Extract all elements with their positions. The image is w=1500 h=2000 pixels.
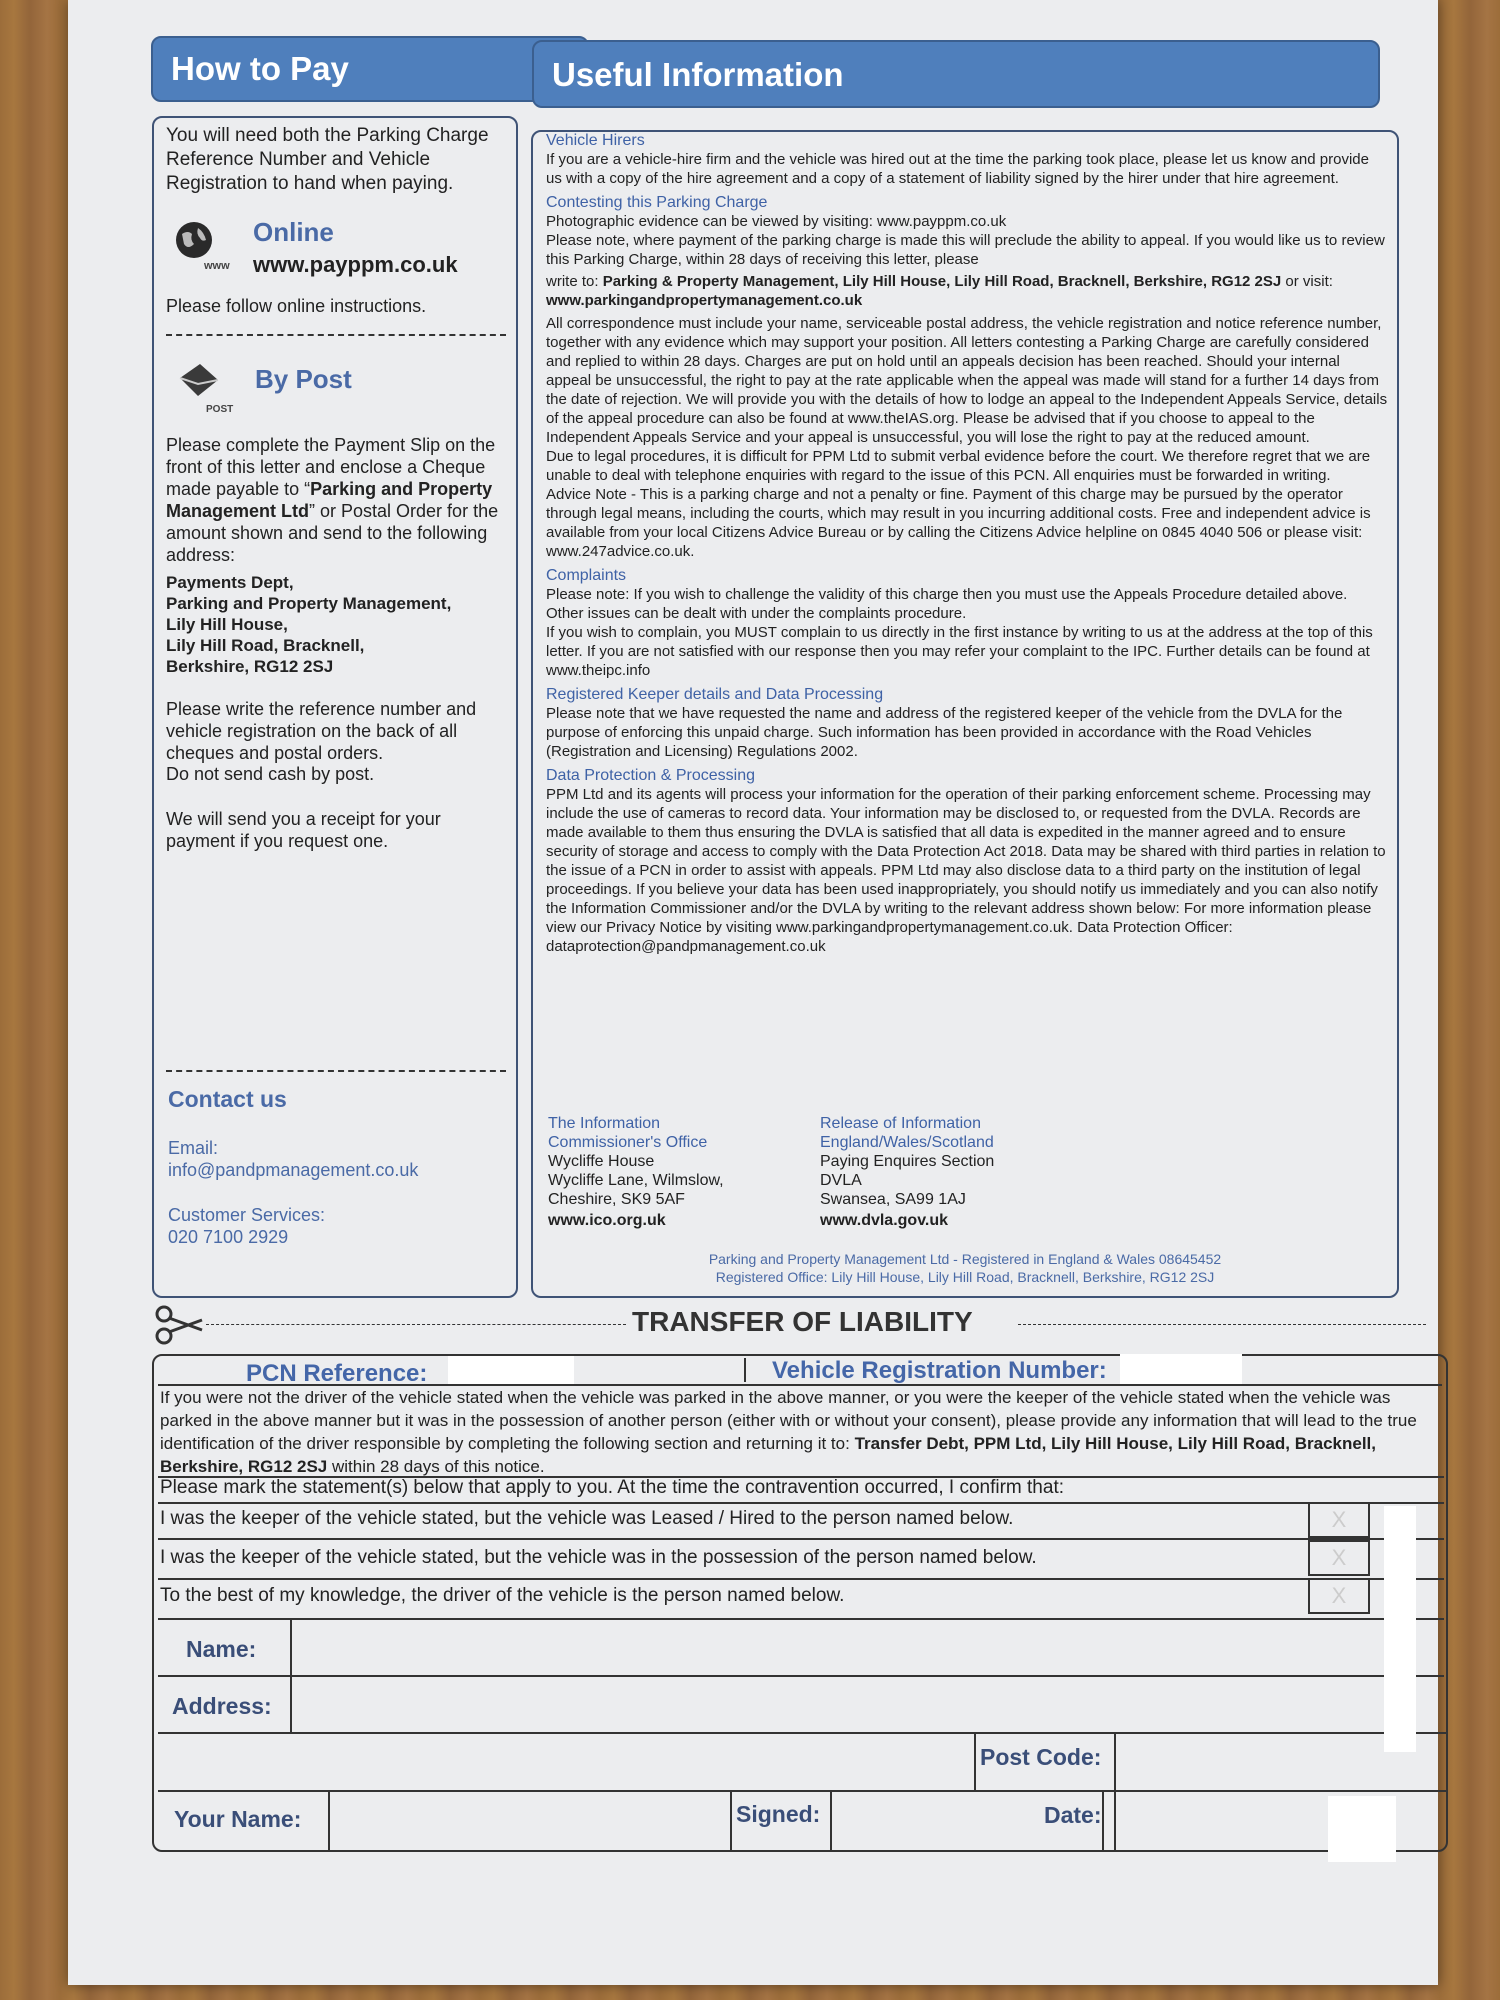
address-field[interactable] xyxy=(294,1678,1440,1732)
registered-keeper-body: Please note that we have requested the name and address of the registered keeper of the vehicle from the DVLA for the purpose of enforcing this unpaid charge. Such information has been provided in accordance with the Road Vehicles (Registration and Licensing) Regulations 2002. xyxy=(546,705,1343,760)
cut-line xyxy=(206,1324,626,1325)
ico-address-line: Wycliffe House xyxy=(548,1153,655,1170)
contact-email-link[interactable]: info@pandpmanagement.co.uk xyxy=(168,1160,419,1180)
post-code-label: Post Code: xyxy=(980,1744,1102,1770)
transfer-intro xyxy=(160,1386,1446,1478)
divider xyxy=(730,1790,732,1850)
address-line: Parking and Property Management, xyxy=(166,594,452,613)
signed-label: Signed: xyxy=(736,1801,821,1827)
online-instructions: Please follow online instructions. xyxy=(166,296,427,316)
divider xyxy=(158,1578,1444,1580)
redaction-block xyxy=(1328,1796,1396,1862)
contesting-title: Contesting this Parking Charge xyxy=(546,194,768,211)
contesting-body-5: Advice Note - This is a parking charge and not a penalty or fine. Payment of this charge may be pursued by the operator through legal means, including the courts, which may result in you incurring additional costs. Free and independent advice is available from your local Citizens Advice Bureau or by calling the Citizens Advice helpline on 0845 4040 506 or please visit: www.247advice.co.uk. xyxy=(546,486,1371,560)
vehicle-hirers-body: If you are a vehicle-hire firm and the vehicle was hired out at the time the parking took place, please let us know and provide us with a copy of the hire agreement and a copy of a statement of liability signed by the hirer under that hire agreement. xyxy=(546,151,1369,187)
company-registration: Parking and Property Management Ltd - Registered in England & Wales 08645452 xyxy=(708,1251,1222,1267)
dvla-block xyxy=(820,1114,1080,1230)
envelope-icon xyxy=(176,362,222,404)
divider xyxy=(744,1358,746,1382)
how-to-pay-intro: You will need both the Parking Charge Reference Number and Vehicle Registration to hand when paying. xyxy=(166,125,489,194)
divider xyxy=(830,1790,832,1850)
divider xyxy=(158,1538,1444,1540)
useful-information-title: Useful Information xyxy=(552,56,844,93)
email-label: Email: xyxy=(168,1138,219,1158)
date-label: Date: xyxy=(1044,1802,1102,1828)
dvla-address-line: Paying Enquires Section xyxy=(820,1153,995,1170)
divider xyxy=(166,334,506,336)
visit-url-link[interactable]: www.parkingandpropertymanagement.co.uk xyxy=(546,292,863,309)
your-name-label: Your Name: xyxy=(174,1806,302,1832)
dvla-address-line: Swansea, SA99 1AJ xyxy=(820,1191,966,1208)
divider xyxy=(290,1620,292,1734)
globe-icon xyxy=(174,220,214,260)
divider xyxy=(158,1502,1444,1504)
write-to-address: Parking & Property Management, Lily Hill House, Lily Hill Road, Bracknell, Berkshire, RG12 2SJ xyxy=(602,273,1282,290)
dvla-address-line: DVLA xyxy=(820,1172,862,1189)
data-protection-title: Data Protection & Processing xyxy=(546,767,755,784)
vehicle-hirers-title: Vehicle Hirers xyxy=(546,132,645,149)
how-to-pay-title: How to Pay xyxy=(171,50,349,87)
registered-office: Registered Office: Lily Hill House, Lily Hill Road, Bracknell, Berkshire, RG12 2SJ xyxy=(715,1269,1215,1285)
dvla-url-link[interactable]: www.dvla.gov.uk xyxy=(820,1212,949,1229)
contesting-body-4: Due to legal procedures, it is difficult for PPM Ltd to submit verbal evidence before the court. We therefore regret that we are unable to deal with telephone enquiries with regard to the issue of this PCN. All enquiries must be forwarded in writing. xyxy=(546,448,1371,484)
useful-information-header xyxy=(532,40,1380,108)
reference-note: Please write the reference number and vehicle registration on the back of all cheques and postal orders. xyxy=(166,699,477,763)
contact-us-title: Contact us xyxy=(168,1086,287,1112)
name-field[interactable] xyxy=(294,1622,1440,1674)
post-instructions xyxy=(166,434,508,566)
ico-title-2: Commissioner's Office xyxy=(548,1134,708,1151)
cut-line xyxy=(1018,1324,1426,1325)
dvla-title-1: Release of Information xyxy=(820,1115,981,1132)
your-name-field[interactable] xyxy=(332,1792,726,1848)
ico-block xyxy=(548,1114,798,1230)
vehicle-registration-field[interactable] xyxy=(1120,1354,1242,1384)
contesting-body-2: Please note, where payment of the parking charge is made this will preclude the ability to appeal. If you would like us to review this Parking Charge, within 28 days of receiving this letter, please xyxy=(546,232,1385,268)
address-line: Berkshire, RG12 2SJ xyxy=(166,657,334,676)
divider xyxy=(974,1732,976,1790)
address-line: Lily Hill House, xyxy=(166,615,288,634)
scissors-icon xyxy=(154,1304,204,1346)
dvla-title-2: England/Wales/Scotland xyxy=(820,1134,994,1151)
ico-url-link[interactable]: www.ico.org.uk xyxy=(548,1212,666,1229)
pcn-reference-label: PCN Reference: xyxy=(246,1360,428,1387)
option-possession-checkbox[interactable]: X xyxy=(1308,1540,1370,1576)
mark-statement-instruction: Please mark the statement(s) below that apply to you. At the time the contravention occurred, I confirm that: xyxy=(160,1477,1065,1498)
divider xyxy=(158,1675,1444,1677)
ico-address-line: Wycliffe Lane, Wilmslow, xyxy=(548,1172,724,1189)
transfer-deadline: within 28 days of this notice. xyxy=(327,1457,545,1476)
option-driver-checkbox[interactable]: X xyxy=(1308,1578,1370,1614)
payment-address xyxy=(166,572,451,677)
online-url-link[interactable]: www.payppm.co.uk xyxy=(253,252,458,277)
divider xyxy=(1102,1790,1104,1850)
address-label: Address: xyxy=(172,1693,272,1719)
option-leased-hired: I was the keeper of the vehicle stated, but the vehicle was Leased / Hired to the person named below. xyxy=(160,1508,1014,1529)
company-footer xyxy=(531,1250,1399,1286)
name-label: Name: xyxy=(186,1636,257,1662)
post-icon-label: POST xyxy=(206,404,234,415)
address-line: Payments Dept, xyxy=(166,573,294,592)
by-post-label: By Post xyxy=(255,364,352,394)
how-to-pay-header xyxy=(151,36,589,102)
complaints-title: Complaints xyxy=(546,567,627,584)
transfer-address: Transfer Debt, PPM Ltd, Lily Hill House, Lily Hill Road, Bracknell, Berkshire, RG12 2SJ xyxy=(160,1434,1377,1476)
visit-prefix: or visit: xyxy=(1281,273,1333,290)
divider xyxy=(328,1790,330,1850)
divider xyxy=(158,1618,1444,1620)
data-protection-body: PPM Ltd and its agents will process your information for the operation of their parking enforcement scheme. Processing may include the use of cameras to record data. Your information may be disclosed to, or requested from the DVLA. Records are made available to them thus ensuring the DVLA is satisfied that all data is expedited in the manner agreed and to ensure security of storage and access to comply with the Data Protection Act 2018. Data may be shared with third parties in relation to the issue of a PCN in order to assist with appeals. PPM Ltd may also disclose data to a third party on the institution of legal proceedings. If you believe your data has been used inappropriately, you should notify us immediately and you can also notify the Information Commissioner and/or the DVLA by writing to the relevant address shown below: For more information please view our Privacy Notice by visiting www.parkingandpropertymanagement.co.uk. Data Protection Officer: dataprotection@pandpmanagement.co.uk xyxy=(546,786,1386,955)
option-possession: I was the keeper of the vehicle stated, but the vehicle was in the possession of the person named below. xyxy=(160,1547,1037,1568)
online-label: Online xyxy=(253,217,334,247)
redaction-block xyxy=(1384,1506,1416,1752)
transfer-intro-text: If you were not the driver of the vehicle stated when the vehicle was parked in the above manner, or you were the keeper of the vehicle stated when the vehicle was parked in the above manner but it was in the possession of another person (either with or without your consent), please provide any information that will lead to the true identification of the driver responsible by completing the following section and returning it to: xyxy=(160,1388,1417,1453)
contesting-body-3: All correspondence must include your name, serviceable postal address, the vehicle registration and notice reference number, together with any evidence which may support your position. All letters contesting a Parking Charge are carefully considered and replied to within 28 days. Charges are put on hold until an appeals decision has been reached. Should your internal appeal be unsuccessful, the right to pay at the rate applicable when the appeal was made will stand for a further 14 days from the date of rejection. We will provide you with the details of how to lodge an appeal to the Independent Appeals Service, details of the appeal procedure can also be found at www.theIAS.org. Please be advised that if you choose to appeal to the Independent Appeals Service and your appeal is unsuccessful, you will lose the right to pay at the reduced amount. xyxy=(546,315,1388,446)
letter-page xyxy=(68,0,1438,1985)
contesting-write-to xyxy=(546,272,1388,310)
ico-title-1: The Information xyxy=(548,1115,661,1132)
useful-information-content xyxy=(546,132,1388,956)
option-driver-named: To the best of my knowledge, the driver of the vehicle is the person named below. xyxy=(160,1585,845,1606)
pcn-reference-field[interactable] xyxy=(448,1356,574,1386)
customer-services-label: Customer Services: xyxy=(168,1205,326,1225)
receipt-note: We will send you a receipt for your payment if you request one. xyxy=(166,809,441,851)
complaints-body-1: Please note: If you wish to challenge the validity of this charge then you must use the Appeals Procedure detailed above. Other issues can be dealt with under the complaints procedure. xyxy=(546,586,1348,622)
post-instructions-text: Please complete the Payment Slip on the front of this letter and enclose a Cheque made payable to “ xyxy=(166,435,496,499)
payee-name: Parking and Property Management Ltd xyxy=(166,479,493,521)
customer-services-phone: 020 7100 2929 xyxy=(168,1227,289,1247)
registered-keeper-title: Registered Keeper details and Data Processing xyxy=(546,686,884,703)
option-leased-hired-checkbox[interactable]: X xyxy=(1308,1502,1370,1538)
vehicle-registration-label: Vehicle Registration Number: xyxy=(772,1357,1107,1384)
divider xyxy=(166,1070,506,1072)
post-instructions-text-2: ” or Postal Order for the amount shown and send to the following address: xyxy=(166,501,499,565)
contesting-body-1: Photographic evidence can be viewed by visiting: www.payppm.co.uk xyxy=(546,213,1007,230)
transfer-of-liability-title: TRANSFER OF LIABILITY xyxy=(632,1306,973,1337)
complaints-body-2: If you wish to complain, you MUST complain to us directly in the first instance by writing to us at the address at the top of this letter. If you are not satisfied with our response then you may refer your complaint to the IPC. Further details can be found at www.theipc.info xyxy=(546,624,1373,679)
address-line: Lily Hill Road, Bracknell, xyxy=(166,636,365,655)
ico-address-line: Cheshire, SK9 5AF xyxy=(548,1191,685,1208)
write-to-prefix: write to: xyxy=(546,273,603,290)
www-icon-label: www xyxy=(204,260,230,272)
no-cash-note: Do not send cash by post. xyxy=(166,764,375,784)
